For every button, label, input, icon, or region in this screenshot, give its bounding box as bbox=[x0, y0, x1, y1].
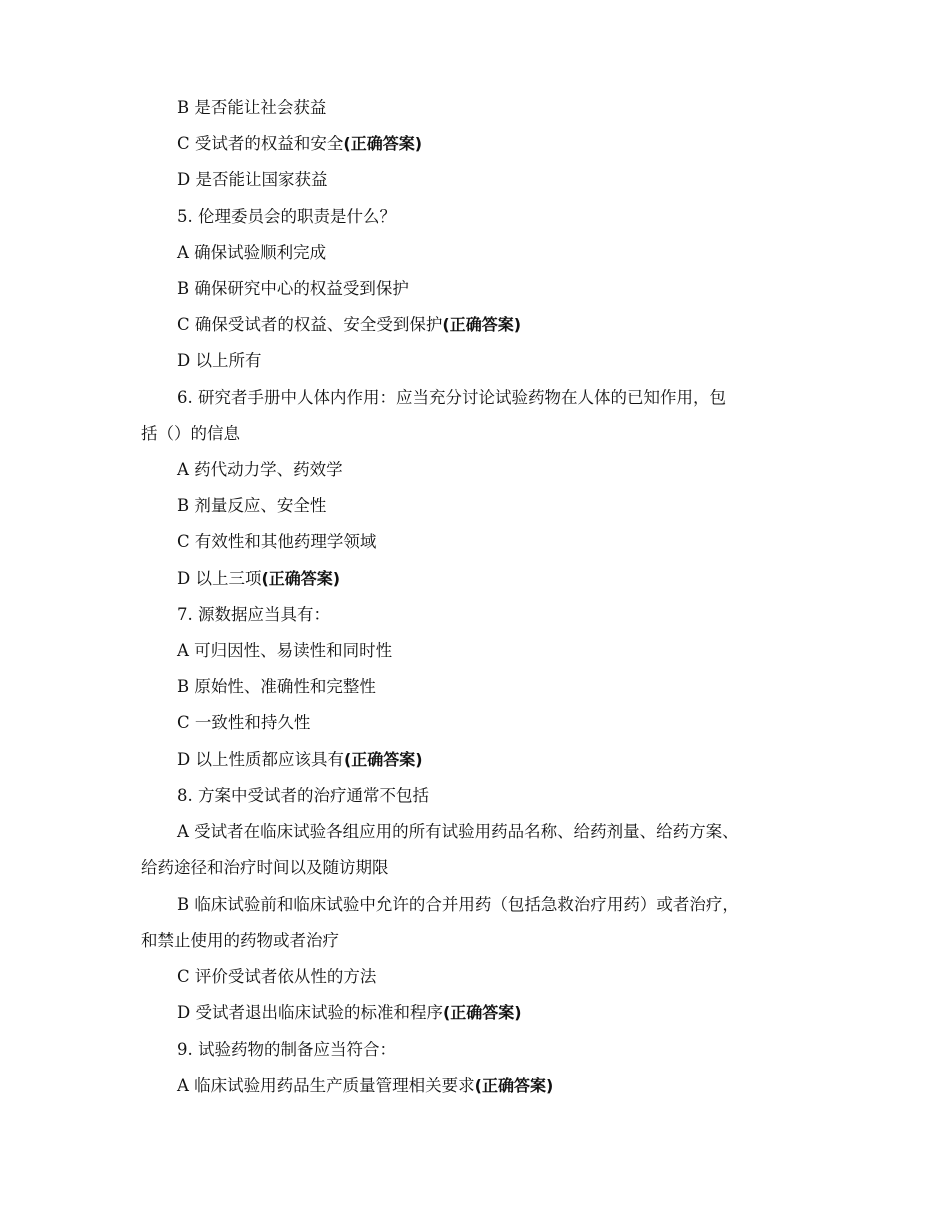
q7-option-c: C 一致性和持久性 bbox=[177, 713, 311, 732]
q6-option-a: A 药代动力学、药效学 bbox=[177, 460, 343, 479]
correct-answer-mark: (正确答案) bbox=[261, 569, 341, 588]
correct-answer-mark: (正确答案) bbox=[442, 315, 522, 334]
q8-option-b-line-2: 和禁止使用的药物或者治疗 bbox=[141, 931, 339, 950]
q6-option-b: B 剂量反应、安全性 bbox=[177, 496, 327, 515]
q5-option-b: B 确保研究中心的权益受到保护 bbox=[177, 279, 409, 298]
question-5: 5. 伦理委员会的职责是什么？ bbox=[177, 207, 396, 226]
question-9: 9. 试验药物的制备应当符合： bbox=[177, 1040, 396, 1059]
question-8: 8. 方案中受试者的治疗通常不包括 bbox=[177, 786, 429, 805]
q5-option-a: A 确保试验顺利完成 bbox=[177, 243, 327, 262]
q7-option-d: D 以上性质都应该具有(正确答案) bbox=[177, 750, 423, 769]
question-6-line-2: 括（）的信息 bbox=[141, 424, 240, 443]
option-c-subject-rights: C 受试者的权益和安全(正确答案) bbox=[177, 134, 423, 153]
option-b-society-benefit: B 是否能让社会获益 bbox=[177, 98, 327, 117]
correct-answer-mark: (正确答案) bbox=[442, 1003, 522, 1022]
correct-answer-mark: (正确答案) bbox=[343, 134, 423, 153]
q9-option-a: A 临床试验用药品生产质量管理相关要求(正确答案) bbox=[177, 1076, 554, 1095]
q7-option-a: A 可归因性、易读性和同时性 bbox=[177, 641, 393, 660]
correct-answer-mark: (正确答案) bbox=[343, 750, 423, 769]
q8-option-a-line-1: A 受试者在临床试验各组应用的所有试验用药品名称、给药剂量、给药方案、 bbox=[177, 822, 739, 841]
q8-option-d: D 受试者退出临床试验的标准和程序(正确答案) bbox=[177, 1003, 522, 1022]
option-d-state-benefit: D 是否能让国家获益 bbox=[177, 170, 328, 189]
q5-option-d: D 以上所有 bbox=[177, 351, 262, 370]
question-6-line-1: 6. 研究者手册中人体内作用：应当充分讨论试验药物在人体的已知作用，包 bbox=[177, 388, 726, 407]
q6-option-d: D 以上三项(正确答案) bbox=[177, 569, 341, 588]
q5-option-c: C 确保受试者的权益、安全受到保护(正确答案) bbox=[177, 315, 522, 334]
question-7: 7. 源数据应当具有： bbox=[177, 605, 330, 624]
q8-option-c: C 评价受试者依从性的方法 bbox=[177, 967, 377, 986]
q7-option-b: B 原始性、准确性和完整性 bbox=[177, 677, 376, 696]
q8-option-b-line-1: B 临床试验前和临床试验中允许的合并用药（包括急救治疗用药）或者治疗， bbox=[177, 895, 739, 914]
q8-option-a-line-2: 给药途径和治疗时间以及随访期限 bbox=[141, 858, 389, 877]
correct-answer-mark: (正确答案) bbox=[474, 1076, 554, 1095]
q6-option-c: C 有效性和其他药理学领域 bbox=[177, 532, 377, 551]
